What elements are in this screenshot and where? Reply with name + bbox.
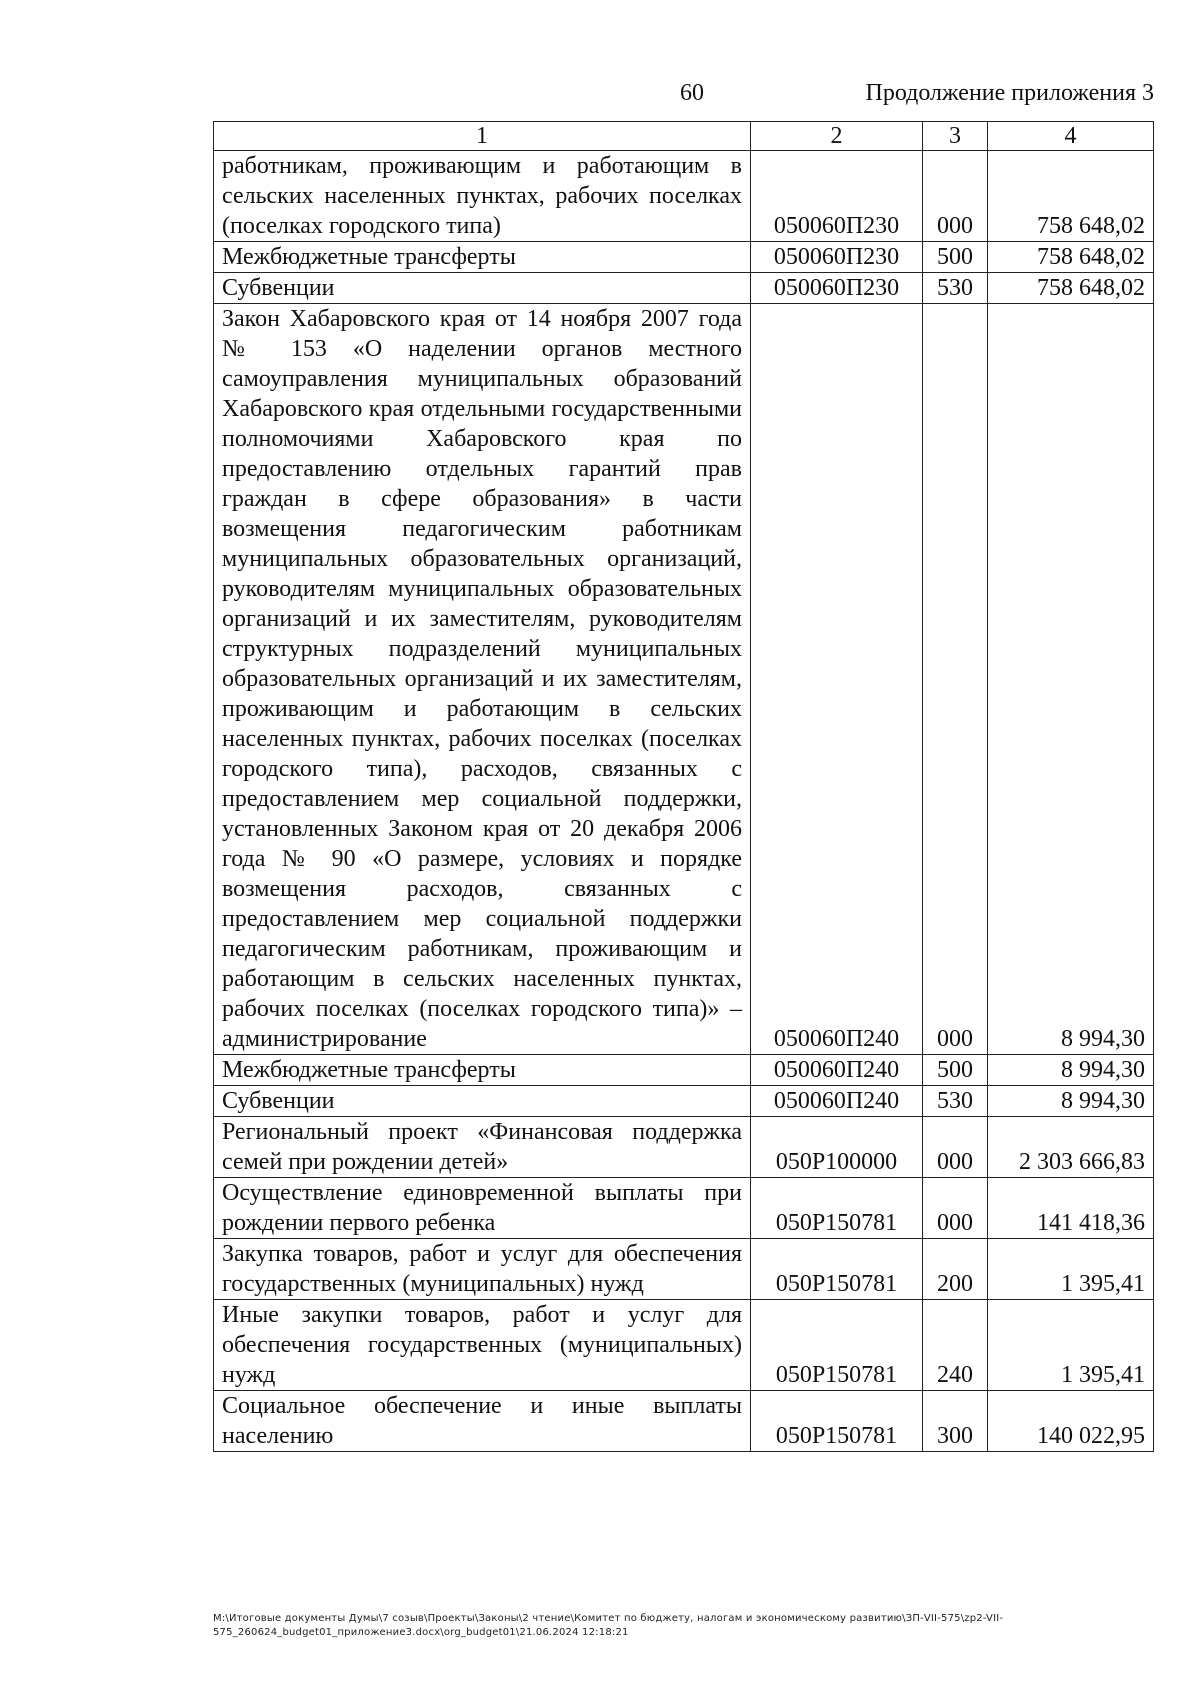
- amount: 758 648,02: [988, 273, 1154, 304]
- expense-type-code: 000: [923, 151, 988, 242]
- expense-name: Субвенции: [214, 1086, 751, 1117]
- amount: 758 648,02: [988, 242, 1154, 273]
- expense-type-code: 300: [923, 1391, 988, 1452]
- expense-type-code: 500: [923, 242, 988, 273]
- expense-name: Закупка товаров, работ и услуг для обеспечения государственных (муниципальных) нужд: [214, 1239, 751, 1300]
- expense-type-code: 530: [923, 273, 988, 304]
- page-number: 60: [680, 80, 704, 106]
- amount: 2 303 666,83: [988, 1117, 1154, 1178]
- amount: 758 648,02: [988, 151, 1154, 242]
- target-article-code: 050Р150781: [751, 1239, 923, 1300]
- expense-name: Социальное обеспечение и иные выплаты населению: [214, 1391, 751, 1452]
- table-row: [214, 1391, 1154, 1452]
- appendix-continuation-label: Продолжение приложения 3: [865, 80, 1154, 106]
- expense-name: Закон Хабаровского края от 14 ноября 2007 года № 153 «О наделении органов местного самоуправления муниципальных образований Хабаровского края отдельными государственными полномочиями Хабаровского края по предоставлению отдельных гарантий прав граждан в сфере образования» в части возмещения педагогическим работникам муниципальных образовательных организаций, руководителям муниципальных образовательных организаций и их заместителям, руководителям структурных подразделений муниципальных образовательных организаций и их заместителям, проживающим и работающим в сельских населенных пунктах, рабочих поселках (поселках городского типа), расходов, связанных с предоставлением мер социальной поддержки, установленных Законом края от 20 декабря 2006 года № 90 «О размере, условиях и порядке возмещения расходов, связанных с предоставлением мер социальной поддержки педагогическим работникам, проживающим и работающим в сельских населенных пунктах, рабочих поселках (поселках городского типа)» – администрирование: [214, 304, 751, 1055]
- amount: 8 994,30: [988, 304, 1154, 1055]
- amount: 1 395,41: [988, 1239, 1154, 1300]
- table-header-row: [214, 122, 1154, 151]
- table-row: [214, 1117, 1154, 1178]
- expense-type-code: 000: [923, 1178, 988, 1239]
- expense-name: Межбюджетные трансферты: [214, 1055, 751, 1086]
- table-row: [214, 1055, 1154, 1086]
- target-article-code: 050060П230: [751, 151, 923, 242]
- expense-name: Осуществление единовременной выплаты при рождении первого ребенка: [214, 1178, 751, 1239]
- expense-name: Субвенции: [214, 273, 751, 304]
- budget-table: [213, 121, 1154, 1452]
- amount: 8 994,30: [988, 1086, 1154, 1117]
- expense-type-code: 200: [923, 1239, 988, 1300]
- column-header-3: 3: [923, 122, 988, 151]
- table-row: [214, 1300, 1154, 1391]
- expense-type-code: 000: [923, 304, 988, 1055]
- target-article-code: 050Р100000: [751, 1117, 923, 1178]
- table-row: [214, 242, 1154, 273]
- column-header-4: 4: [988, 122, 1154, 151]
- expense-name: Иные закупки товаров, работ и услуг для обеспечения государственных (муниципальных) нужд: [214, 1300, 751, 1391]
- table-row: [214, 1239, 1154, 1300]
- target-article-code: 050060П240: [751, 1055, 923, 1086]
- column-header-1: 1: [214, 122, 751, 151]
- amount: 8 994,30: [988, 1055, 1154, 1086]
- target-article-code: 050Р150781: [751, 1178, 923, 1239]
- expense-type-code: 530: [923, 1086, 988, 1117]
- target-article-code: 050060П240: [751, 304, 923, 1055]
- expense-type-code: 500: [923, 1055, 988, 1086]
- target-article-code: 050060П230: [751, 273, 923, 304]
- target-article-code: 050060П240: [751, 1086, 923, 1117]
- target-article-code: 050Р150781: [751, 1391, 923, 1452]
- expense-name: Межбюджетные трансферты: [214, 242, 751, 273]
- table-row: [214, 151, 1154, 242]
- table-row: [214, 1086, 1154, 1117]
- table-row: [214, 1178, 1154, 1239]
- amount: 140 022,95: [988, 1391, 1154, 1452]
- column-header-2: 2: [751, 122, 923, 151]
- amount: 1 395,41: [988, 1300, 1154, 1391]
- expense-type-code: 240: [923, 1300, 988, 1391]
- table-row: [214, 304, 1154, 1055]
- expense-name: работникам, проживающим и работающим в сельских населенных пунктах, рабочих поселках (поселках городского типа): [214, 151, 751, 242]
- expense-name: Региональный проект «Финансовая поддержка семей при рождении детей»: [214, 1117, 751, 1178]
- target-article-code: 050Р150781: [751, 1300, 923, 1391]
- document-file-path-footer: М:\Итоговые документы Думы\7 созыв\Проекты\Законы\2 чтение\Комитет по бюджету, налогам и экономическому развитию\ЗП-VII-575\zp2-VII-575_260624_budget01_приложение3.docx\org_budget01\21.06.2024 12:18:21: [213, 1613, 1004, 1638]
- expense-type-code: 000: [923, 1117, 988, 1178]
- table-row: [214, 273, 1154, 304]
- amount: 141 418,36: [988, 1178, 1154, 1239]
- target-article-code: 050060П230: [751, 242, 923, 273]
